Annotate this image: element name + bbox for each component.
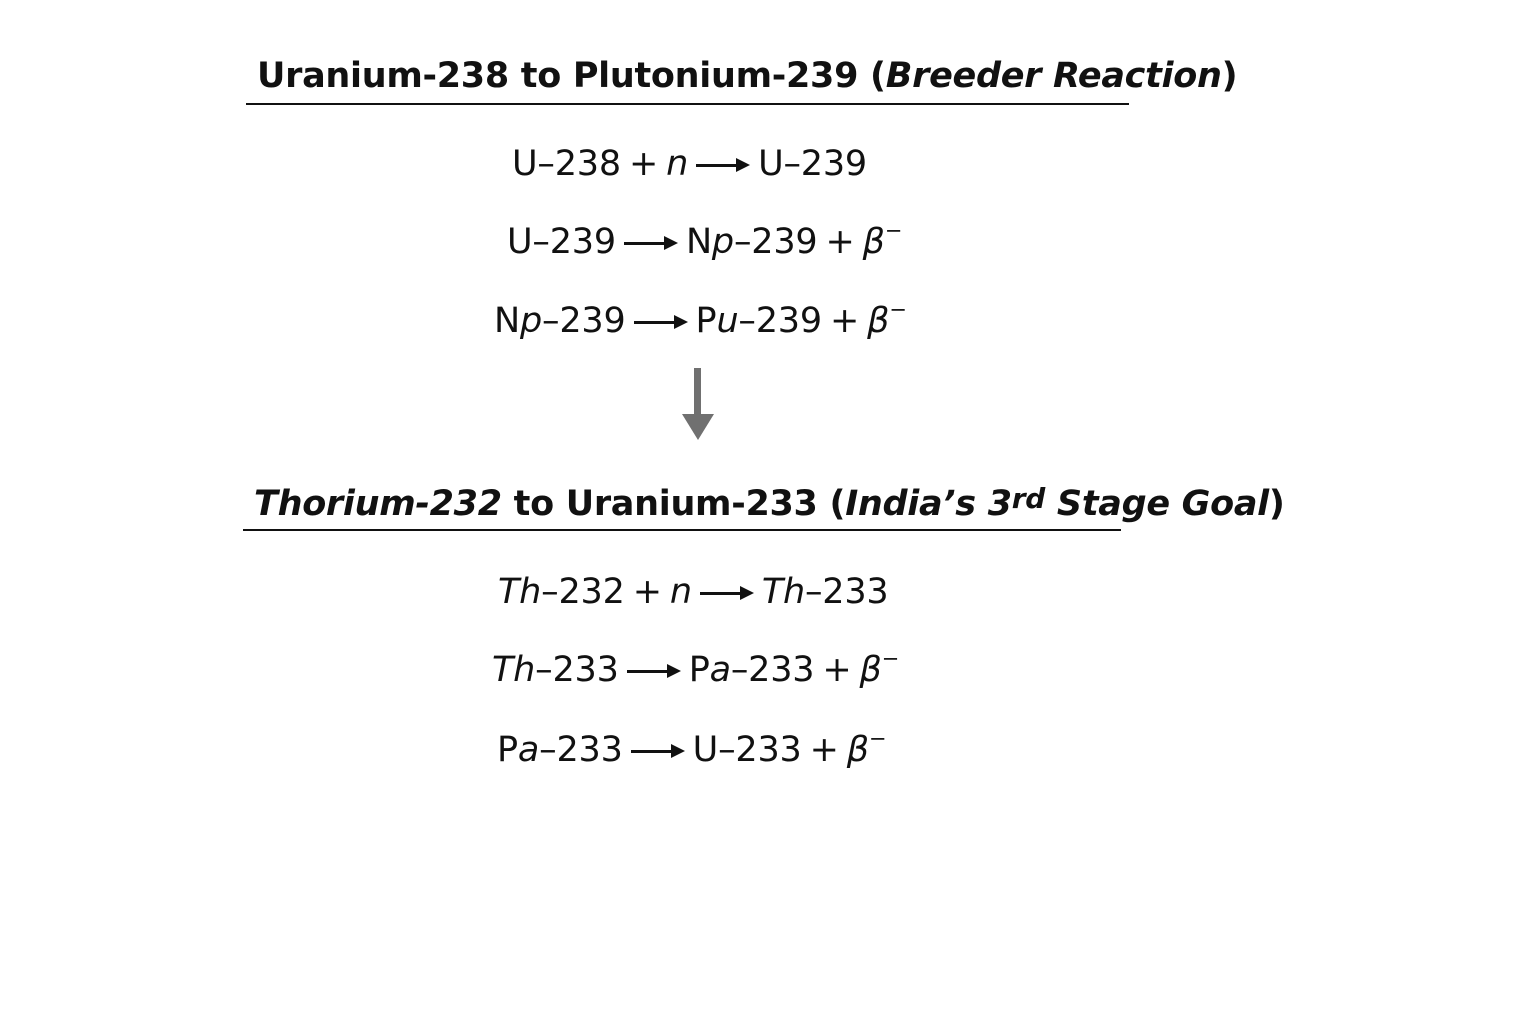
equation-u239-decay — [507, 218, 903, 262]
section2-underline — [243, 529, 1121, 531]
beta-charge: − — [868, 726, 887, 751]
plus-sign: + — [822, 650, 852, 690]
plus-sign: + — [632, 572, 662, 612]
beta-charge: − — [884, 218, 903, 243]
beta-charge: − — [881, 646, 900, 671]
beta-symbol: β — [867, 301, 890, 341]
section2-title-italic-a: India’s 3 — [845, 484, 1012, 524]
product-symbol-a: N — [685, 222, 712, 262]
product-symbol-b: u — [716, 301, 739, 341]
right-arrow-icon — [624, 233, 678, 253]
section1-title-paren-open: ( — [870, 56, 886, 96]
section1-underline — [246, 103, 1129, 105]
equation-u238-capture — [512, 144, 867, 184]
down-arrow-icon — [681, 368, 715, 442]
product: U–233 — [692, 730, 802, 770]
right-arrow-icon — [627, 661, 681, 681]
section2-title-mid: to Uranium-233 — [501, 484, 830, 524]
reactant-symbol-a: P — [497, 730, 518, 770]
product-symbol: Th — [761, 572, 805, 612]
reactant-mass: –239 — [542, 301, 626, 341]
neutron-symbol: n — [669, 572, 692, 612]
reactant-mass: –232 — [541, 572, 625, 612]
equation-th232-capture — [498, 572, 889, 612]
section1-title-italic: Breeder Reaction — [885, 56, 1222, 96]
beta-symbol: β — [859, 650, 882, 690]
section1-title — [257, 56, 1237, 96]
reactant-symbol: Th — [492, 650, 536, 690]
product-symbol-b: a — [709, 650, 731, 690]
product-mass: –233 — [730, 650, 815, 690]
plus-sign: + — [809, 730, 839, 770]
neutron-symbol: n — [666, 144, 689, 184]
equation-th233-decay — [492, 646, 900, 690]
right-arrow-icon — [696, 155, 750, 175]
product-mass: –233 — [804, 572, 889, 612]
beta-symbol: β — [846, 730, 869, 770]
right-arrow-icon — [631, 741, 685, 761]
reactant-symbol: Th — [498, 572, 542, 612]
reactant-symbol-b: p — [519, 301, 543, 341]
beta-symbol: β — [862, 222, 885, 262]
plus-sign: + — [825, 222, 855, 262]
right-arrow-icon — [700, 583, 754, 603]
section2-title-italic-b: Stage Goal — [1045, 484, 1269, 524]
section2-title-ordinal: rd — [1011, 482, 1046, 515]
reactant-mass: –233 — [539, 730, 623, 770]
reactant: U–238 — [512, 144, 621, 184]
reactant: U–239 — [507, 222, 616, 262]
product-mass: –239 — [738, 301, 822, 341]
equation-np239-decay — [494, 297, 907, 341]
product-symbol-b: p — [711, 222, 734, 262]
beta-charge: − — [889, 297, 907, 322]
right-arrow-icon — [634, 312, 688, 332]
section2-title — [254, 482, 1285, 524]
section2-title-paren-close: ) — [1268, 484, 1285, 524]
section2-title-main: Thorium-232 — [254, 484, 502, 524]
plus-sign: + — [829, 301, 860, 341]
plus-sign: + — [628, 144, 659, 184]
section2-title-paren-open: ( — [829, 484, 846, 524]
reactant-symbol-a: N — [494, 301, 520, 341]
equation-pa233-decay — [497, 726, 887, 770]
reactant-mass: –233 — [535, 650, 619, 690]
product-mass: –239 — [733, 222, 818, 262]
product-symbol-a: P — [695, 301, 717, 341]
reactant-symbol-b: a — [517, 730, 540, 770]
section1-title-main: Uranium-238 to Plutonium-239 — [257, 56, 871, 96]
section1-title-paren-close: ) — [1221, 56, 1238, 96]
product: U–239 — [758, 144, 867, 184]
product-symbol-a: P — [688, 650, 710, 690]
